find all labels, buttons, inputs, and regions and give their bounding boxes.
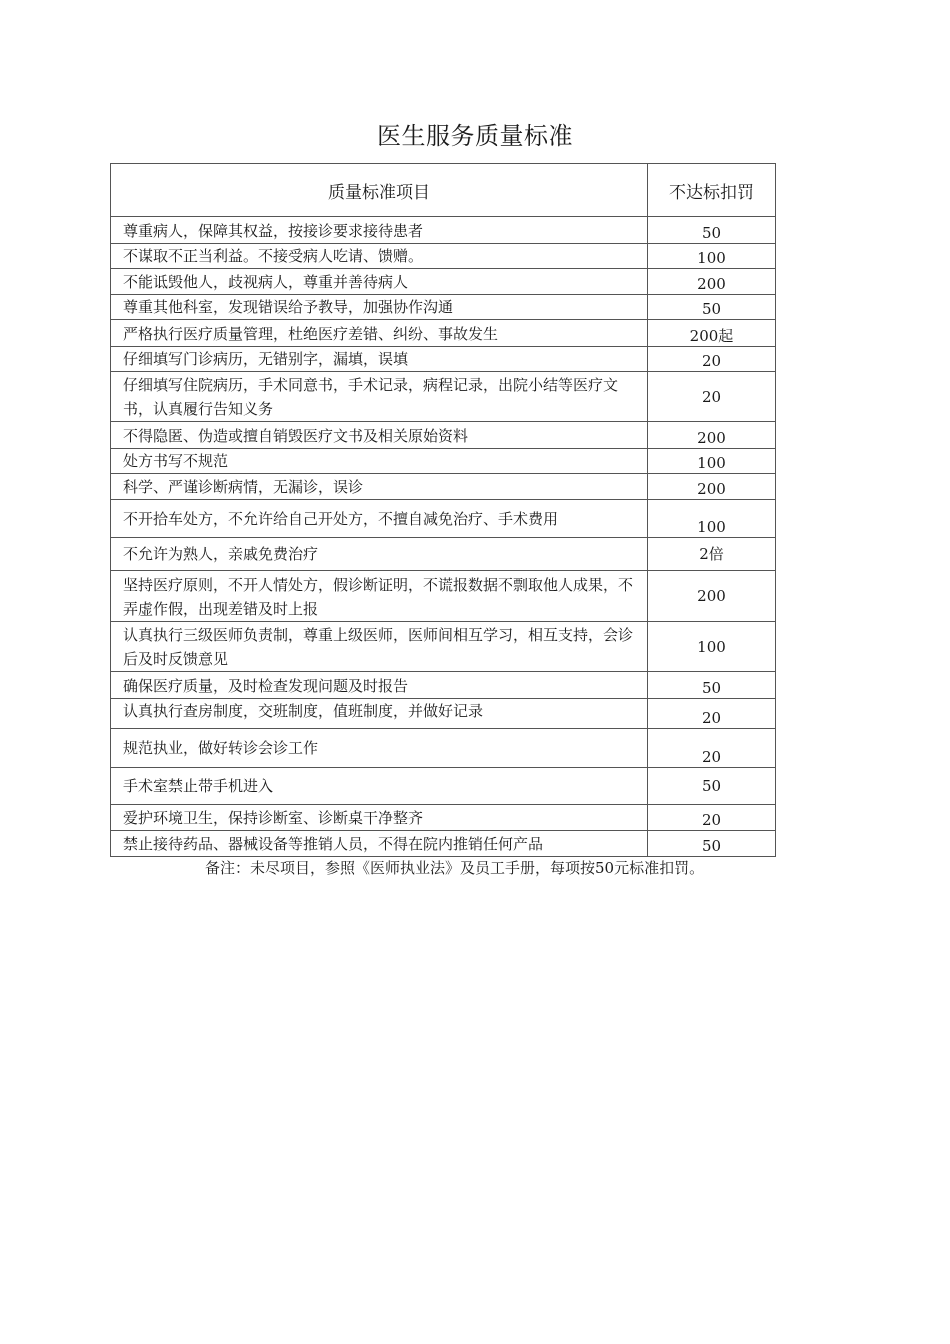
row-item: 爱护环境卫生，保持诊断室、诊断桌干净整齐 xyxy=(111,805,648,831)
row-penalty: 200起 xyxy=(648,320,776,347)
row-item: 认真执行三级医师负责制，尊重上级医师，医师间相互学习，相互支持，会诊后及时反馈意见 xyxy=(111,622,648,672)
row-penalty: 20 xyxy=(648,347,776,372)
row-item: 确保医疗质量，及时检查发现问题及时报告 xyxy=(111,672,648,699)
row-item: 严格执行医疗质量管理，杜绝医疗差错、纠纷、事故发生 xyxy=(111,320,648,347)
row-penalty: 2倍 xyxy=(648,538,776,571)
table-row xyxy=(111,831,776,857)
page-title: 医生服务质量标准 xyxy=(377,122,573,150)
row-penalty: 200 xyxy=(648,269,776,295)
row-item: 不能诋毁他人，歧视病人，尊重并善待病人 xyxy=(111,269,648,295)
table-row xyxy=(111,449,776,474)
table-row xyxy=(111,295,776,320)
quality-standards-table xyxy=(110,163,776,857)
row-item: 不得隐匿、伪造或擅自销毁医疗文书及相关原始资料 xyxy=(111,422,648,449)
table-row xyxy=(111,422,776,449)
table-row xyxy=(111,805,776,831)
table-row xyxy=(111,269,776,295)
row-penalty: 50 xyxy=(648,831,776,857)
row-item: 手术室禁止带手机进入 xyxy=(111,768,648,805)
table-row xyxy=(111,474,776,500)
table-row xyxy=(111,500,776,538)
row-penalty: 50 xyxy=(648,217,776,244)
row-penalty: 200 xyxy=(648,474,776,500)
row-item: 不谋取不正当利益。不接受病人吃请、馈赠。 xyxy=(111,244,648,269)
table-row xyxy=(111,729,776,768)
row-penalty: 20 xyxy=(648,805,776,831)
row-penalty: 100 xyxy=(648,449,776,474)
table-row xyxy=(111,244,776,269)
row-penalty: 20 xyxy=(648,699,776,729)
row-item: 处方书写不规范 xyxy=(111,449,648,474)
table-row xyxy=(111,571,776,622)
row-item: 不允许为熟人，亲戚免费治疗 xyxy=(111,538,648,571)
table-row xyxy=(111,347,776,372)
row-penalty: 50 xyxy=(648,672,776,699)
row-item: 坚持医疗原则，不开人情处方，假诊断证明，不谎报数据不剽取他人成果，不弄虚作假，出现差错及时上报 xyxy=(111,571,648,622)
table-header-row xyxy=(111,164,776,217)
row-penalty: 200 xyxy=(648,422,776,449)
table-row xyxy=(111,622,776,672)
table-row xyxy=(111,217,776,244)
row-item: 不开拾车处方，不允许给自己开处方，不擅自减免治疗、手术费用 xyxy=(111,500,648,538)
row-penalty: 100 xyxy=(648,500,776,538)
table-row xyxy=(111,538,776,571)
row-penalty: 100 xyxy=(648,622,776,672)
footnote: 备注：未尽项目，参照《医师执业法》及员工手册，每项按50元标准扣罚。 xyxy=(205,859,705,877)
row-item: 认真执行查房制度，交班制度，值班制度，并做好记录 xyxy=(111,699,648,729)
row-item: 仔细填写门诊病历，无错别字，漏填，误填 xyxy=(111,347,648,372)
row-penalty: 20 xyxy=(648,372,776,422)
row-item: 禁止接待药品、器械设备等推销人员，不得在院内推销任何产品 xyxy=(111,831,648,857)
row-item: 科学、严谨诊断病情，无漏诊，误诊 xyxy=(111,474,648,500)
header-item: 质量标准项目 xyxy=(111,164,648,217)
table-row xyxy=(111,672,776,699)
table-row xyxy=(111,699,776,729)
row-item: 尊重其他科室，发现错误给予教导，加强协作沟通 xyxy=(111,295,648,320)
row-item: 仔细填写住院病历，手术同意书，手术记录，病程记录，出院小结等医疗文书，认真履行告知义务 xyxy=(111,372,648,422)
row-penalty: 50 xyxy=(648,295,776,320)
table-row xyxy=(111,372,776,422)
row-item: 规范执业，做好转诊会诊工作 xyxy=(111,729,648,768)
header-penalty: 不达标扣罚 xyxy=(648,164,776,217)
table-row xyxy=(111,320,776,347)
row-penalty: 100 xyxy=(648,244,776,269)
table-row xyxy=(111,768,776,805)
row-penalty: 20 xyxy=(648,729,776,768)
row-penalty: 50 xyxy=(648,768,776,805)
row-item: 尊重病人，保障其权益，按接诊要求接待患者 xyxy=(111,217,648,244)
row-penalty: 200 xyxy=(648,571,776,622)
